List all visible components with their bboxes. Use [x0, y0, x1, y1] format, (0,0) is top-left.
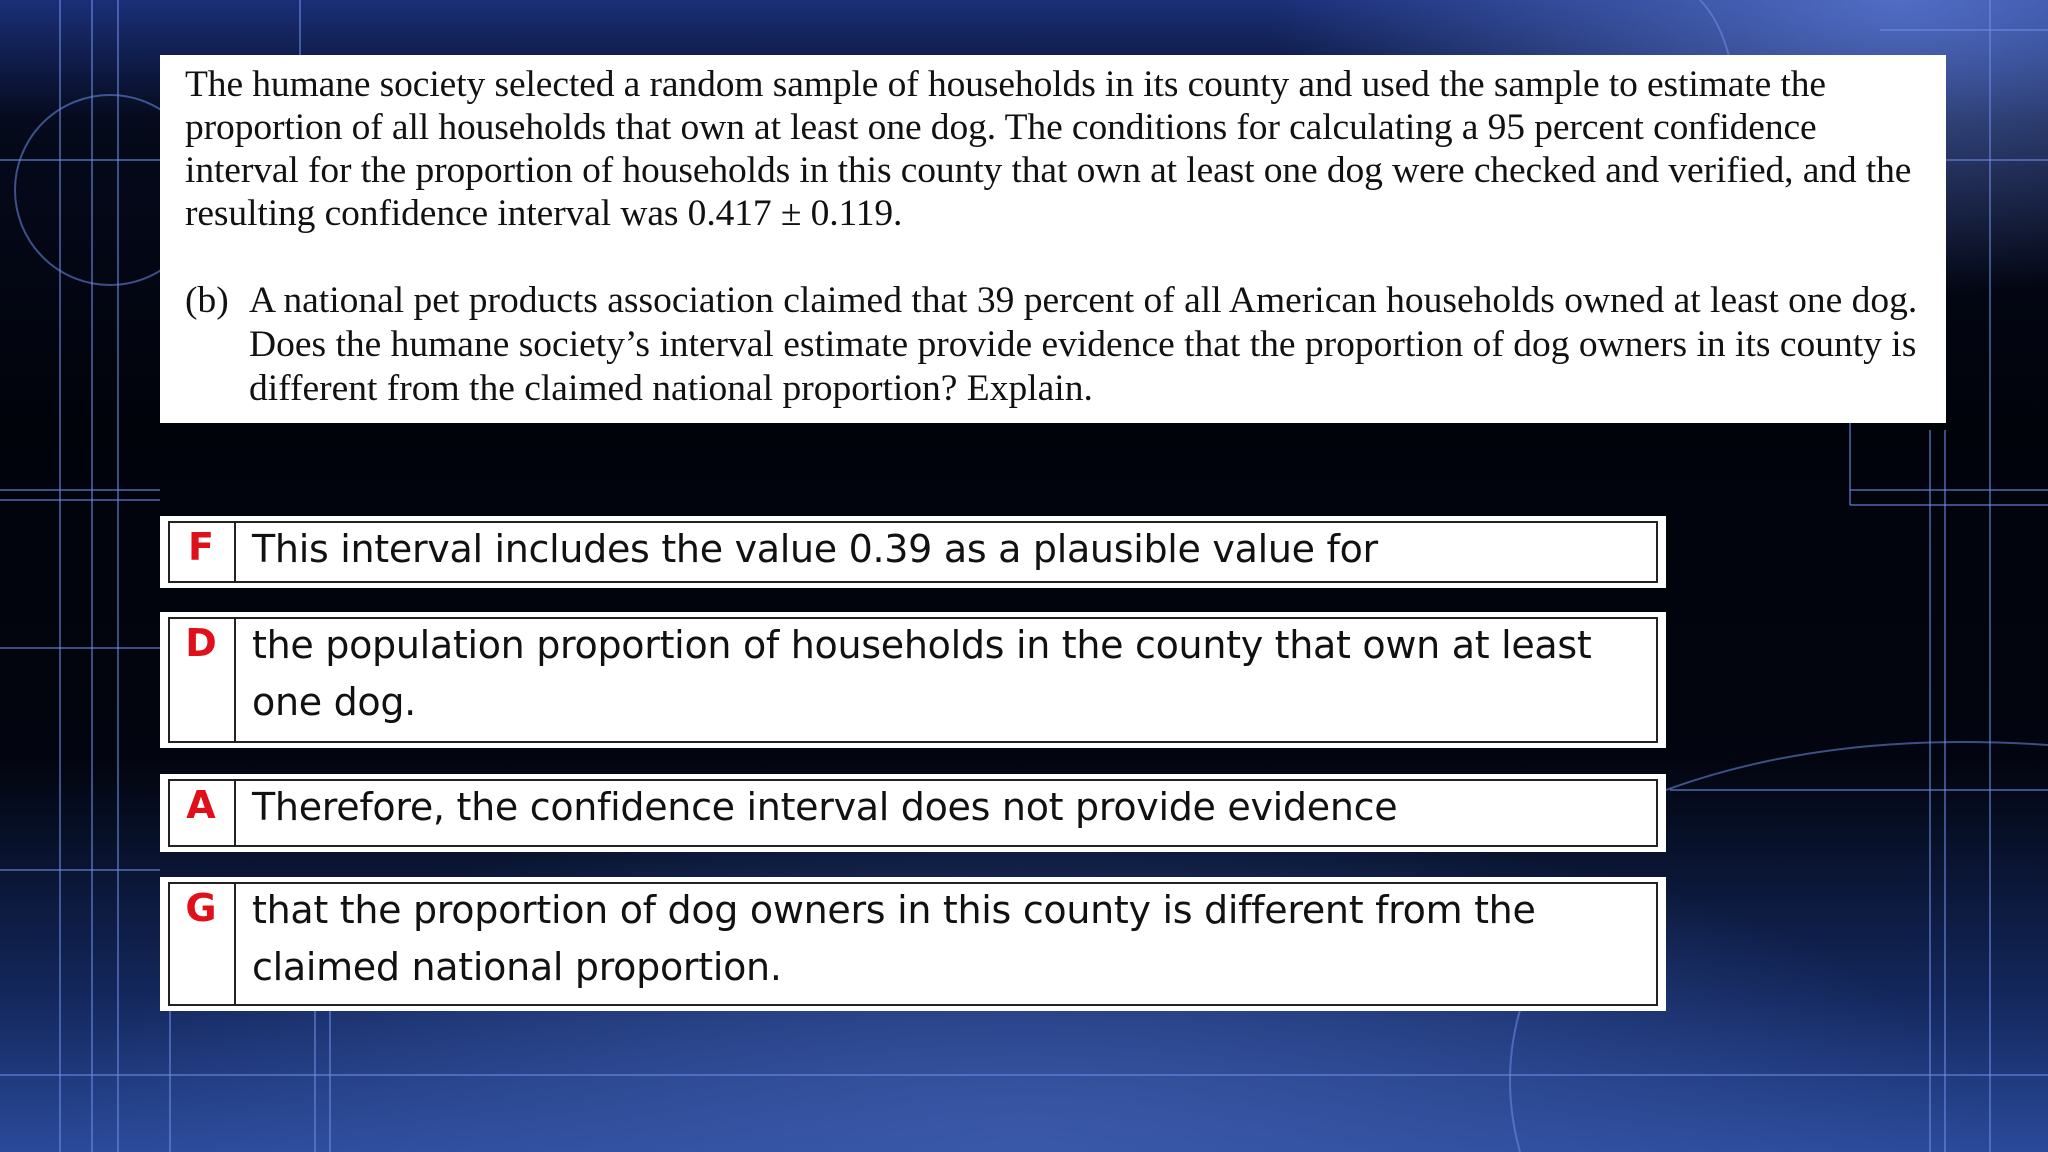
answer-letter: A	[160, 779, 236, 847]
answer-row-g	[160, 877, 1666, 1011]
problem-statement	[160, 55, 1946, 423]
answer-row-f	[160, 516, 1666, 588]
answer-text: the population proportion of households in the county that own at least one dog.	[252, 623, 1592, 724]
answer-text: that the proportion of dog owners in this county is different from the claimed national proportion.	[252, 888, 1536, 989]
answer-row-d	[160, 612, 1666, 748]
problem-intro-text: The humane society selected a random sample of households in its county and used the sample to estimate the proportion of all households that own at least one dog. The conditions for calculating a 95 percent confidence interval for the proportion of households in this county that own at least one dog were checked and verified, and the resulting confidence interval was 0.417 ± 0.119.	[185, 64, 1912, 234]
answer-letter: F	[160, 521, 236, 583]
answer-letter: D	[160, 617, 236, 743]
problem-part-b	[185, 279, 1924, 411]
part-label: (b)	[185, 280, 229, 321]
answer-text: This interval includes the value 0.39 as a plausible value for	[252, 527, 1378, 571]
part-question-text: A national pet products association claimed that 39 percent of all American households owned at least one dog. Does the humane society’s interval estimate provide evidence that the proportion of dog owners in its county is different from the claimed national proportion? Explain.	[249, 280, 1918, 409]
answer-letter: G	[160, 882, 236, 1006]
answer-text: Therefore, the confidence interval does not provide evidence	[252, 785, 1398, 829]
answer-row-a	[160, 774, 1666, 852]
